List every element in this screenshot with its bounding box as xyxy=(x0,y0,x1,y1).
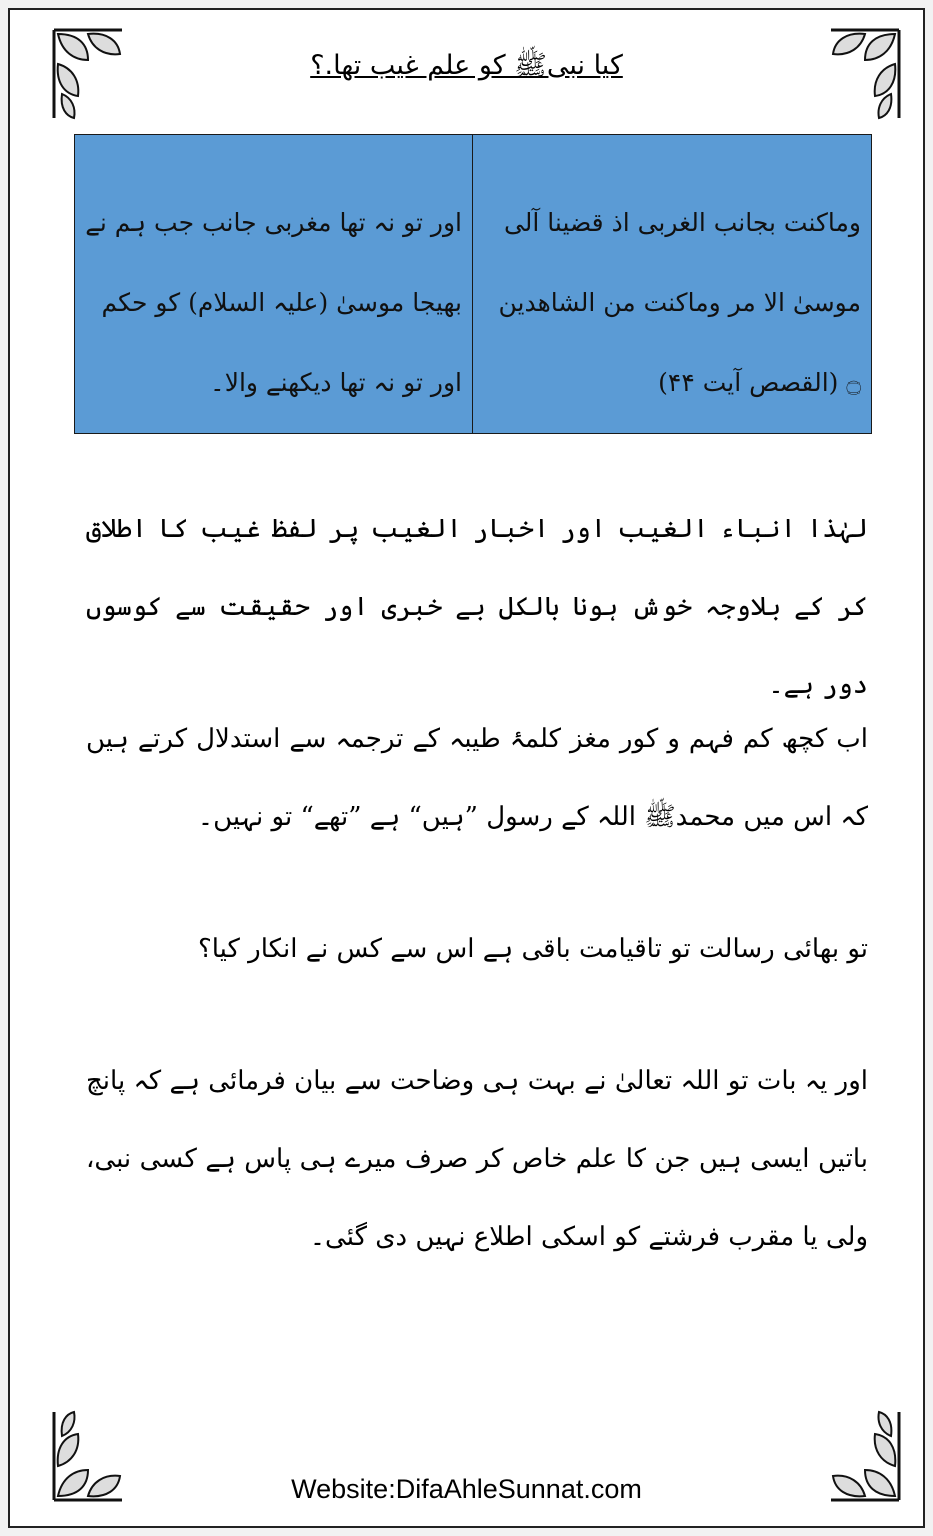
page-title: کیا نبیﷺ کو علم غیب تھا.؟ xyxy=(310,50,623,81)
urdu-translation-cell: اور تو نہ تھا مغربی جانب جب ہم نے بھیجا موسیٰ (علیہ السلام) کو حکم اور تو نہ تھا دیکھنے والا۔ xyxy=(75,135,473,433)
arabic-verse-cell: وماکنت بجانب الغربی اذ قضینا آلی موسیٰ الا مر وماکنت من الشاھدین ۝ (القصص آیت ۴۴) xyxy=(498,208,861,397)
website-footer: Website:DifaAhleSunnat.com xyxy=(291,1474,642,1504)
quote-table xyxy=(74,134,872,434)
paragraph: اب کچھ کم فہم و کور مغز کلمۂ طیبہ کے ترجمہ سے استدلال کرتے ہیں کہ اس میں محمدﷺ اللہ کے رسول ”ہیں“ ہے ”تھے“ تو نہیں۔ xyxy=(86,724,868,832)
paragraph: اور یہ بات تو اللہ تعالیٰ نے بہت ہی وضاحت سے بیان فرمائی ہے کہ پانچ باتیں ایسی ہیں جن کا علم خاص کر صرف میرے ہی پاس ہے کسی نبی، ولی یا مقرب فرشتے کو اسکی اطلاع نہیں دی گئی۔ xyxy=(86,1066,868,1252)
page xyxy=(8,8,925,1528)
paragraph: تو بھائی رسالت تو تاقیامت باقی ہے اس سے کس نے انکار کیا؟ xyxy=(197,934,868,964)
paragraph: لہٰذا انباء الغیب اور اخبار الغیب پر لفظ غیب کا اطلاق کر کے بلاوجہ خوش ہونا بالکل بے خبری اور حقیقت سے کوسوں دور ہے۔ xyxy=(86,514,868,700)
